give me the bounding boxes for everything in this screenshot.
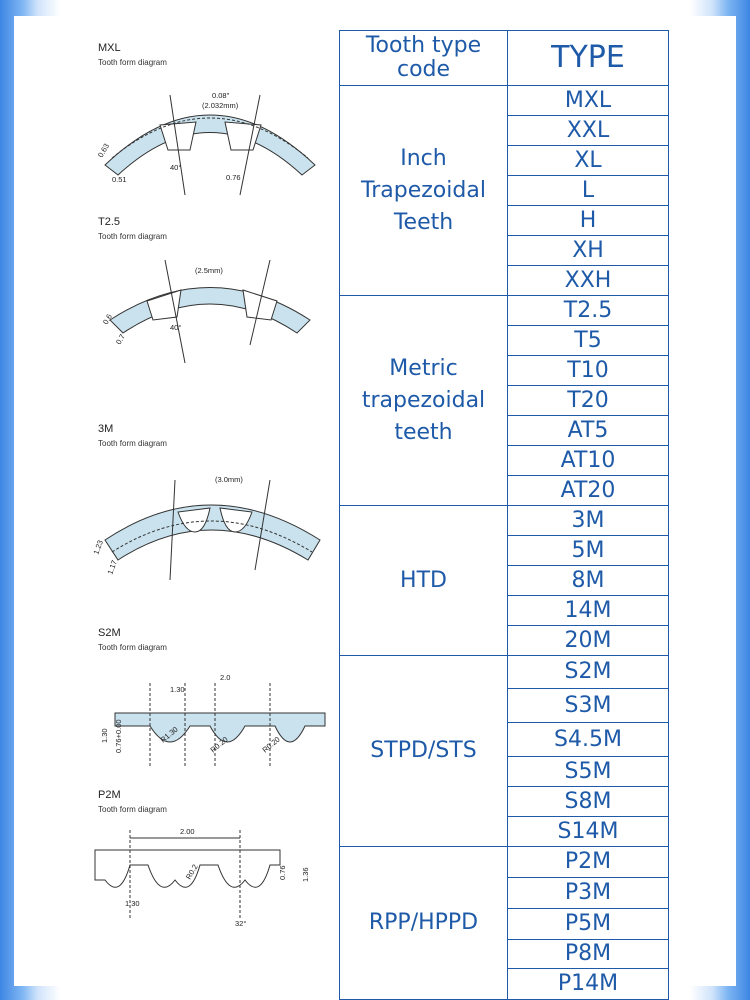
diagram-title-p2m: P2M — [98, 789, 121, 801]
group-name-cell: HTD — [340, 506, 508, 656]
dim-pitch: (2.5mm) — [195, 266, 223, 275]
dim-pitch-mm: (2.032mm) — [202, 101, 239, 110]
diagram-title-t25: T2.5 — [98, 216, 121, 228]
dim-130: 1.30 — [125, 899, 140, 908]
type-code-cell: 3M — [508, 506, 669, 536]
belt-type-table — [339, 30, 669, 1000]
dim-pitch: 2.0 — [220, 673, 231, 682]
type-code-cell: 8M — [508, 566, 669, 596]
type-code-cell: AT10 — [508, 446, 669, 476]
table-row — [340, 506, 669, 536]
t25-tooth-diagram — [95, 245, 325, 365]
p2m-tooth-diagram — [90, 820, 330, 935]
dim-130-side: 1.30 — [100, 728, 109, 743]
dim-pitch: (3.0mm) — [215, 475, 243, 484]
dim-angle: 32° — [235, 919, 247, 928]
diagram-subtitle-p2m: Tooth form diagram — [98, 805, 167, 814]
dim-r130: R1.30 — [158, 724, 180, 745]
type-code-cell: T5 — [508, 326, 669, 356]
type-code-cell: T20 — [508, 386, 669, 416]
type-code-cell: P14M — [508, 969, 669, 1000]
table-row — [340, 86, 669, 116]
dim-076: 0.76 — [278, 865, 287, 880]
type-code-cell: XXH — [508, 266, 669, 296]
type-code-cell: XH — [508, 236, 669, 266]
diagram-title-3m: 3M — [98, 423, 114, 435]
type-code-cell: 5M — [508, 536, 669, 566]
3m-tooth-diagram — [90, 460, 330, 585]
type-code-cell: AT5 — [508, 416, 669, 446]
type-code-cell: P5M — [508, 909, 669, 940]
diagram-title-s2m: S2M — [98, 627, 121, 639]
group-name-cell: Inch Trapezoidal Teeth — [340, 86, 508, 296]
dim-pitch: 2.00 — [180, 827, 195, 836]
diagram-subtitle-s2m: Tooth form diagram — [98, 643, 167, 652]
type-code-cell: P8M — [508, 940, 669, 969]
dim-076: 0.76 — [226, 173, 241, 182]
table-row — [340, 847, 669, 878]
type-code-cell: S5M — [508, 757, 669, 787]
dim-07: 0.7 — [113, 332, 127, 346]
s2m-tooth-diagram — [95, 668, 335, 778]
dim-117: 1.17 — [105, 558, 119, 576]
type-code-cell: 20M — [508, 626, 669, 656]
table-row — [340, 296, 669, 326]
dim-076: 0.76+0.00 — [114, 719, 123, 753]
type-code-cell: S3M — [508, 689, 669, 723]
header-type: TYPE — [508, 31, 669, 86]
dim-123: 1.23 — [91, 538, 105, 556]
dim-r02: R0.2 — [183, 862, 200, 881]
group-name-cell: Metric trapezoidal teeth — [340, 296, 508, 506]
type-code-cell: S4.5M — [508, 723, 669, 757]
type-code-cell: AT20 — [508, 476, 669, 506]
type-code-cell: S2M — [508, 656, 669, 689]
group-name-cell: RPP/HPPD — [340, 847, 508, 1000]
type-code-cell: XXL — [508, 116, 669, 146]
type-code-cell: XL — [508, 146, 669, 176]
table-body — [340, 86, 669, 1000]
type-code-cell: S8M — [508, 787, 669, 817]
type-code-cell: S14M — [508, 817, 669, 847]
type-code-cell: T10 — [508, 356, 669, 386]
diagram-subtitle-3m: Tooth form diagram — [98, 439, 167, 448]
dim-063: 0.63 — [95, 141, 112, 159]
diagram-title-mxl: MXL — [98, 42, 121, 54]
dim-pitch-inch: 0.08" — [212, 91, 230, 100]
type-code-cell: MXL — [508, 86, 669, 116]
dim-r020-a: R0.20 — [208, 734, 230, 755]
table-row — [340, 656, 669, 689]
dim-051: 0.51 — [112, 175, 127, 184]
dim-06: 0.6 — [100, 312, 114, 326]
dim-angle: 40° — [170, 323, 182, 332]
type-code-cell: P3M — [508, 878, 669, 909]
dim-130-top: 1.30 — [170, 685, 185, 694]
diagram-subtitle-mxl: Tooth form diagram — [98, 58, 167, 67]
type-code-cell: T2.5 — [508, 296, 669, 326]
type-code-cell: H — [508, 206, 669, 236]
type-code-cell: 14M — [508, 596, 669, 626]
dim-angle: 40° — [170, 163, 182, 172]
dim-r020-b: R0.20 — [260, 734, 282, 755]
diagram-subtitle-t25: Tooth form diagram — [98, 232, 167, 241]
group-name-cell: STPD/STS — [340, 656, 508, 847]
table-header-row — [340, 31, 669, 86]
type-code-cell: P2M — [508, 847, 669, 878]
type-code-cell: L — [508, 176, 669, 206]
mxl-tooth-diagram — [90, 70, 330, 200]
header-tooth-type-code: Tooth type code — [340, 31, 508, 86]
dim-136: 1.36 — [301, 867, 310, 882]
